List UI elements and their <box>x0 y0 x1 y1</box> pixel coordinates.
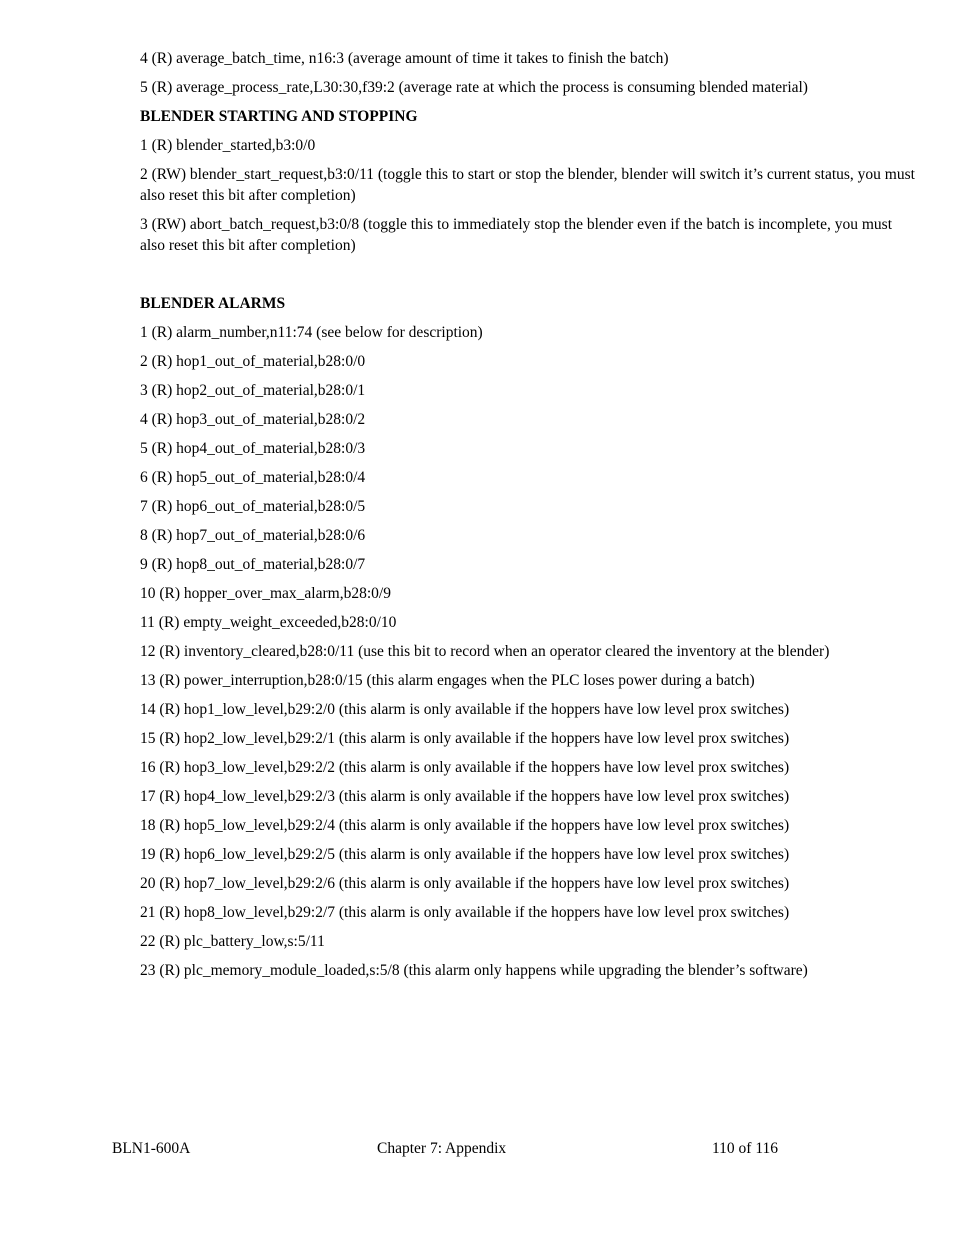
alarm-list <box>140 322 920 989</box>
page-footer <box>0 1138 954 1160</box>
alarm-item: 8 (R) hop7_out_of_material,b28:0/6 <box>140 527 366 544</box>
section-heading-alarms: BLENDER ALARMS <box>140 295 286 312</box>
alarm-item: 9 (R) hop8_out_of_material,b28:0/7 <box>140 556 366 573</box>
section-heading-start-stop: BLENDER STARTING AND STOPPING <box>140 108 418 125</box>
footer-chapter: Chapter 7: Appendix <box>377 1140 507 1157</box>
footer-doc-id: BLN1-600A <box>112 1140 191 1157</box>
alarm-item: 16 (R) hop3_low_level,b29:2/2 (this alarm is only available if the hoppers have low level prox switches) <box>140 759 790 776</box>
alarm-item: 17 (R) hop4_low_level,b29:2/3 (this alarm is only available if the hoppers have low level prox switches) <box>140 788 790 805</box>
alarm-item: 20 (R) hop7_low_level,b29:2/6 (this alarm is only available if the hoppers have low level prox switches) <box>140 875 790 892</box>
footer-page-number: 110 of 116 <box>712 1140 779 1157</box>
intro-item: 5 (R) average_process_rate,L30:30,f39:2 (average rate at which the process is consuming blended material) <box>140 79 808 96</box>
alarm-item: 3 (R) hop2_out_of_material,b28:0/1 <box>140 382 366 399</box>
alarm-item: 1 (R) alarm_number,n11:74 (see below for description) <box>140 324 483 341</box>
intro-item: 4 (R) average_batch_time, n16:3 (average amount of time it takes to finish the batch) <box>140 50 669 67</box>
alarm-item: 4 (R) hop3_out_of_material,b28:0/2 <box>140 411 366 428</box>
alarm-item: 23 (R) plc_memory_module_loaded,s:5/8 (this alarm only happens while upgrading the blender’s software) <box>140 962 808 979</box>
alarm-item: 15 (R) hop2_low_level,b29:2/1 (this alarm is only available if the hoppers have low level prox switches) <box>140 730 790 747</box>
alarm-item: 10 (R) hopper_over_max_alarm,b28:0/9 <box>140 585 391 602</box>
alarm-item: 5 (R) hop4_out_of_material,b28:0/3 <box>140 440 366 457</box>
alarm-item: 18 (R) hop5_low_level,b29:2/4 (this alarm is only available if the hoppers have low level prox switches) <box>140 817 790 834</box>
alarm-item: 19 (R) hop6_low_level,b29:2/5 (this alarm is only available if the hoppers have low level prox switches) <box>140 846 790 863</box>
alarm-item: 12 (R) inventory_cleared,b28:0/11 (use this bit to record when an operator cleared the inventory at the blender) <box>140 643 830 660</box>
alarm-item: 11 (R) empty_weight_exceeded,b28:0/10 <box>140 614 397 631</box>
alarm-item: 22 (R) plc_battery_low,s:5/11 <box>140 933 325 950</box>
start-stop-item: 1 (R) blender_started,b3:0/0 <box>140 137 316 154</box>
start-stop-item: 3 (RW) abort_batch_request,b3:0/8 (toggle this to immediately stop the blender even if the batch is incomplete, you must also reset this bit after completion) <box>140 216 893 254</box>
alarm-item: 7 (R) hop6_out_of_material,b28:0/5 <box>140 498 366 515</box>
alarm-item: 6 (R) hop5_out_of_material,b28:0/4 <box>140 469 366 486</box>
alarm-item: 2 (R) hop1_out_of_material,b28:0/0 <box>140 353 366 370</box>
alarm-item: 21 (R) hop8_low_level,b29:2/7 (this alarm is only available if the hoppers have low level prox switches) <box>140 904 790 921</box>
section-spacer <box>140 264 920 293</box>
document-page <box>140 48 920 989</box>
start-stop-item: 2 (RW) blender_start_request,b3:0/11 (toggle this to start or stop the blender, blender will switch it’s current status, you must also reset this bit after completion) <box>140 166 915 204</box>
alarm-item: 14 (R) hop1_low_level,b29:2/0 (this alarm is only available if the hoppers have low level prox switches) <box>140 701 790 718</box>
alarm-item: 13 (R) power_interruption,b28:0/15 (this alarm engages when the PLC loses power during a batch) <box>140 672 755 689</box>
